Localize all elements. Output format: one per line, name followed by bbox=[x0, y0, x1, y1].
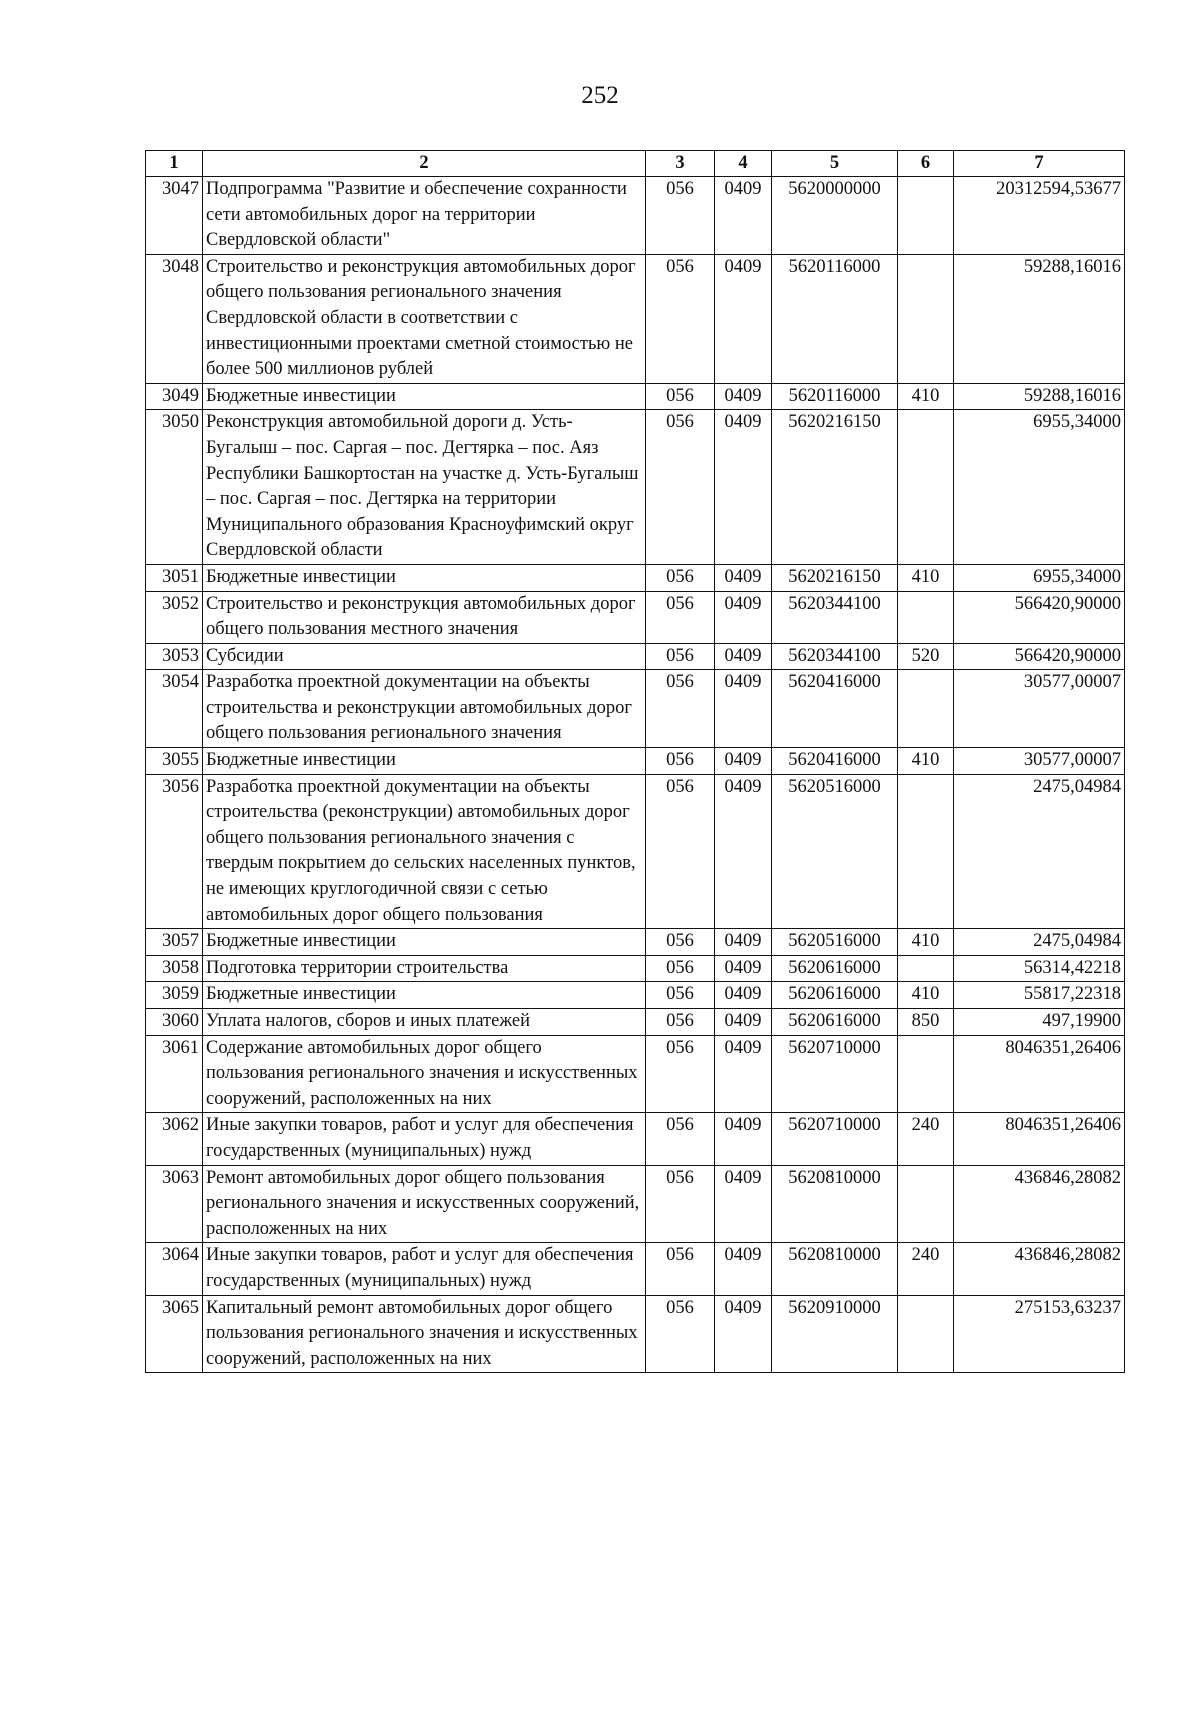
row-amount: 566420,90000 bbox=[954, 591, 1125, 643]
row-expense-type bbox=[898, 591, 954, 643]
row-section-code: 0409 bbox=[715, 1035, 772, 1113]
row-target-code: 5620000000 bbox=[772, 177, 898, 255]
table-row bbox=[146, 774, 1125, 929]
row-name: Капитальный ремонт автомобильных дорог общего пользования регионального значения и искусственных сооружений, расположенных на них bbox=[203, 1295, 646, 1373]
row-ministry-code: 056 bbox=[646, 383, 715, 410]
row-expense-type: 410 bbox=[898, 383, 954, 410]
row-amount: 8046351,26406 bbox=[954, 1113, 1125, 1165]
row-amount: 436846,28082 bbox=[954, 1243, 1125, 1295]
row-expense-type bbox=[898, 410, 954, 565]
table-row bbox=[146, 929, 1125, 956]
row-name: Иные закупки товаров, работ и услуг для обеспечения государственных (муниципальных) нужд bbox=[203, 1243, 646, 1295]
row-expense-type bbox=[898, 774, 954, 929]
column-header: 1 bbox=[146, 151, 203, 177]
row-section-code: 0409 bbox=[715, 177, 772, 255]
row-amount: 20312594,53677 bbox=[954, 177, 1125, 255]
row-section-code: 0409 bbox=[715, 1243, 772, 1295]
row-target-code: 5620910000 bbox=[772, 1295, 898, 1373]
row-name: Реконструкция автомобильной дороги д. Усть-Бугалыш – пос. Саргая – пос. Дегтярка – пос. Аяз Республики Башкортостан на участке д. Усть-Бугалыш – пос. Саргая – пос. Дегтярка на территории Муниципального образования Красноуфимский округ Свердловской области bbox=[203, 410, 646, 565]
header-row bbox=[146, 151, 1125, 177]
row-section-code: 0409 bbox=[715, 982, 772, 1009]
table-row bbox=[146, 1295, 1125, 1373]
table-row bbox=[146, 1243, 1125, 1295]
row-expense-type: 410 bbox=[898, 748, 954, 775]
table-row bbox=[146, 591, 1125, 643]
row-ministry-code: 056 bbox=[646, 774, 715, 929]
row-ministry-code: 056 bbox=[646, 670, 715, 748]
row-amount: 59288,16016 bbox=[954, 254, 1125, 383]
row-name: Уплата налогов, сборов и иных платежей bbox=[203, 1009, 646, 1036]
row-name: Субсидии bbox=[203, 643, 646, 670]
row-amount: 6955,34000 bbox=[954, 410, 1125, 565]
row-target-code: 5620616000 bbox=[772, 982, 898, 1009]
row-expense-type: 240 bbox=[898, 1243, 954, 1295]
row-target-code: 5620116000 bbox=[772, 383, 898, 410]
row-amount: 59288,16016 bbox=[954, 383, 1125, 410]
row-name: Разработка проектной документации на объекты строительства (реконструкции) автомобильных дорог общего пользования регионального значения с твердым покрытием до сельских населенных пунктов, не имеющих круглогодичной связи с сетью автомобильных дорог общего пользования bbox=[203, 774, 646, 929]
row-ministry-code: 056 bbox=[646, 1243, 715, 1295]
row-amount: 30577,00007 bbox=[954, 670, 1125, 748]
row-ministry-code: 056 bbox=[646, 1113, 715, 1165]
row-ministry-code: 056 bbox=[646, 955, 715, 982]
page-number: 252 bbox=[581, 82, 619, 109]
row-number: 3058 bbox=[146, 955, 203, 982]
row-number: 3060 bbox=[146, 1009, 203, 1036]
row-amount: 275153,63237 bbox=[954, 1295, 1125, 1373]
budget-table bbox=[145, 150, 1125, 1373]
row-name: Ремонт автомобильных дорог общего пользования регионального значения и искусственных сооружений, расположенных на них bbox=[203, 1165, 646, 1243]
row-name: Иные закупки товаров, работ и услуг для обеспечения государственных (муниципальных) нужд bbox=[203, 1113, 646, 1165]
row-ministry-code: 056 bbox=[646, 643, 715, 670]
row-target-code: 5620616000 bbox=[772, 1009, 898, 1036]
table-row bbox=[146, 955, 1125, 982]
row-section-code: 0409 bbox=[715, 383, 772, 410]
row-amount: 2475,04984 bbox=[954, 929, 1125, 956]
row-expense-type bbox=[898, 670, 954, 748]
row-number: 3048 bbox=[146, 254, 203, 383]
row-ministry-code: 056 bbox=[646, 591, 715, 643]
row-number: 3049 bbox=[146, 383, 203, 410]
row-target-code: 5620416000 bbox=[772, 748, 898, 775]
row-ministry-code: 056 bbox=[646, 748, 715, 775]
row-amount: 55817,22318 bbox=[954, 982, 1125, 1009]
table-row bbox=[146, 670, 1125, 748]
row-target-code: 5620416000 bbox=[772, 670, 898, 748]
row-section-code: 0409 bbox=[715, 955, 772, 982]
row-ministry-code: 056 bbox=[646, 177, 715, 255]
row-amount: 6955,34000 bbox=[954, 564, 1125, 591]
row-ministry-code: 056 bbox=[646, 564, 715, 591]
column-header: 3 bbox=[646, 151, 715, 177]
row-section-code: 0409 bbox=[715, 643, 772, 670]
table-row bbox=[146, 1035, 1125, 1113]
row-name: Бюджетные инвестиции bbox=[203, 929, 646, 956]
row-target-code: 5620216150 bbox=[772, 410, 898, 565]
row-name: Разработка проектной документации на объекты строительства и реконструкции автомобильных дорог общего пользования регионального значения bbox=[203, 670, 646, 748]
row-expense-type bbox=[898, 1165, 954, 1243]
row-section-code: 0409 bbox=[715, 1113, 772, 1165]
row-section-code: 0409 bbox=[715, 1295, 772, 1373]
row-amount: 566420,90000 bbox=[954, 643, 1125, 670]
row-section-code: 0409 bbox=[715, 591, 772, 643]
row-ministry-code: 056 bbox=[646, 254, 715, 383]
column-header: 5 bbox=[772, 151, 898, 177]
row-number: 3057 bbox=[146, 929, 203, 956]
row-ministry-code: 056 bbox=[646, 929, 715, 956]
row-ministry-code: 056 bbox=[646, 982, 715, 1009]
table-row bbox=[146, 1113, 1125, 1165]
row-number: 3053 bbox=[146, 643, 203, 670]
row-section-code: 0409 bbox=[715, 774, 772, 929]
row-name: Бюджетные инвестиции bbox=[203, 748, 646, 775]
row-expense-type: 850 bbox=[898, 1009, 954, 1036]
row-number: 3061 bbox=[146, 1035, 203, 1113]
table-row bbox=[146, 254, 1125, 383]
row-target-code: 5620216150 bbox=[772, 564, 898, 591]
table-row bbox=[146, 643, 1125, 670]
row-expense-type: 410 bbox=[898, 564, 954, 591]
row-number: 3054 bbox=[146, 670, 203, 748]
row-ministry-code: 056 bbox=[646, 1035, 715, 1113]
row-amount: 30577,00007 bbox=[954, 748, 1125, 775]
column-header: 2 bbox=[203, 151, 646, 177]
row-number: 3052 bbox=[146, 591, 203, 643]
row-ministry-code: 056 bbox=[646, 1165, 715, 1243]
row-number: 3063 bbox=[146, 1165, 203, 1243]
row-ministry-code: 056 bbox=[646, 1009, 715, 1036]
table-row bbox=[146, 564, 1125, 591]
row-number: 3056 bbox=[146, 774, 203, 929]
row-amount: 2475,04984 bbox=[954, 774, 1125, 929]
row-target-code: 5620116000 bbox=[772, 254, 898, 383]
row-name: Подпрограмма "Развитие и обеспечение сохранности сети автомобильных дорог на территории Свердловской области" bbox=[203, 177, 646, 255]
row-expense-type: 410 bbox=[898, 929, 954, 956]
row-target-code: 5620810000 bbox=[772, 1243, 898, 1295]
column-header: 4 bbox=[715, 151, 772, 177]
row-name: Подготовка территории строительства bbox=[203, 955, 646, 982]
row-name: Бюджетные инвестиции bbox=[203, 564, 646, 591]
table-row bbox=[146, 748, 1125, 775]
row-amount: 56314,42218 bbox=[954, 955, 1125, 982]
row-amount: 497,19900 bbox=[954, 1009, 1125, 1036]
row-amount: 436846,28082 bbox=[954, 1165, 1125, 1243]
row-number: 3051 bbox=[146, 564, 203, 591]
row-target-code: 5620516000 bbox=[772, 774, 898, 929]
row-number: 3064 bbox=[146, 1243, 203, 1295]
row-expense-type bbox=[898, 254, 954, 383]
row-target-code: 5620344100 bbox=[772, 643, 898, 670]
row-target-code: 5620344100 bbox=[772, 591, 898, 643]
row-number: 3055 bbox=[146, 748, 203, 775]
row-name: Содержание автомобильных дорог общего пользования регионального значения и искусственных сооружений, расположенных на них bbox=[203, 1035, 646, 1113]
table-row bbox=[146, 1165, 1125, 1243]
row-section-code: 0409 bbox=[715, 670, 772, 748]
row-section-code: 0409 bbox=[715, 410, 772, 565]
row-amount: 8046351,26406 bbox=[954, 1035, 1125, 1113]
row-expense-type bbox=[898, 1295, 954, 1373]
row-number: 3047 bbox=[146, 177, 203, 255]
row-expense-type: 410 bbox=[898, 982, 954, 1009]
row-expense-type bbox=[898, 177, 954, 255]
row-number: 3050 bbox=[146, 410, 203, 565]
row-section-code: 0409 bbox=[715, 1165, 772, 1243]
table-row bbox=[146, 1009, 1125, 1036]
row-section-code: 0409 bbox=[715, 254, 772, 383]
row-number: 3065 bbox=[146, 1295, 203, 1373]
row-expense-type: 240 bbox=[898, 1113, 954, 1165]
row-section-code: 0409 bbox=[715, 929, 772, 956]
row-number: 3062 bbox=[146, 1113, 203, 1165]
row-name: Строительство и реконструкция автомобильных дорог общего пользования регионального значения Свердловской области в соответствии с инвестиционными проектами сметной стоимостью не более 500 миллионов рублей bbox=[203, 254, 646, 383]
row-number: 3059 bbox=[146, 982, 203, 1009]
row-section-code: 0409 bbox=[715, 748, 772, 775]
table-row bbox=[146, 177, 1125, 255]
row-expense-type bbox=[898, 1035, 954, 1113]
row-expense-type: 520 bbox=[898, 643, 954, 670]
row-target-code: 5620616000 bbox=[772, 955, 898, 982]
row-target-code: 5620710000 bbox=[772, 1113, 898, 1165]
table-row bbox=[146, 410, 1125, 565]
row-ministry-code: 056 bbox=[646, 410, 715, 565]
row-section-code: 0409 bbox=[715, 564, 772, 591]
table-row bbox=[146, 982, 1125, 1009]
table-row bbox=[146, 383, 1125, 410]
row-expense-type bbox=[898, 955, 954, 982]
column-header: 6 bbox=[898, 151, 954, 177]
row-target-code: 5620810000 bbox=[772, 1165, 898, 1243]
row-name: Бюджетные инвестиции bbox=[203, 383, 646, 410]
row-name: Бюджетные инвестиции bbox=[203, 982, 646, 1009]
row-name: Строительство и реконструкция автомобильных дорог общего пользования местного значения bbox=[203, 591, 646, 643]
column-header: 7 bbox=[954, 151, 1125, 177]
row-target-code: 5620516000 bbox=[772, 929, 898, 956]
row-ministry-code: 056 bbox=[646, 1295, 715, 1373]
row-target-code: 5620710000 bbox=[772, 1035, 898, 1113]
row-section-code: 0409 bbox=[715, 1009, 772, 1036]
